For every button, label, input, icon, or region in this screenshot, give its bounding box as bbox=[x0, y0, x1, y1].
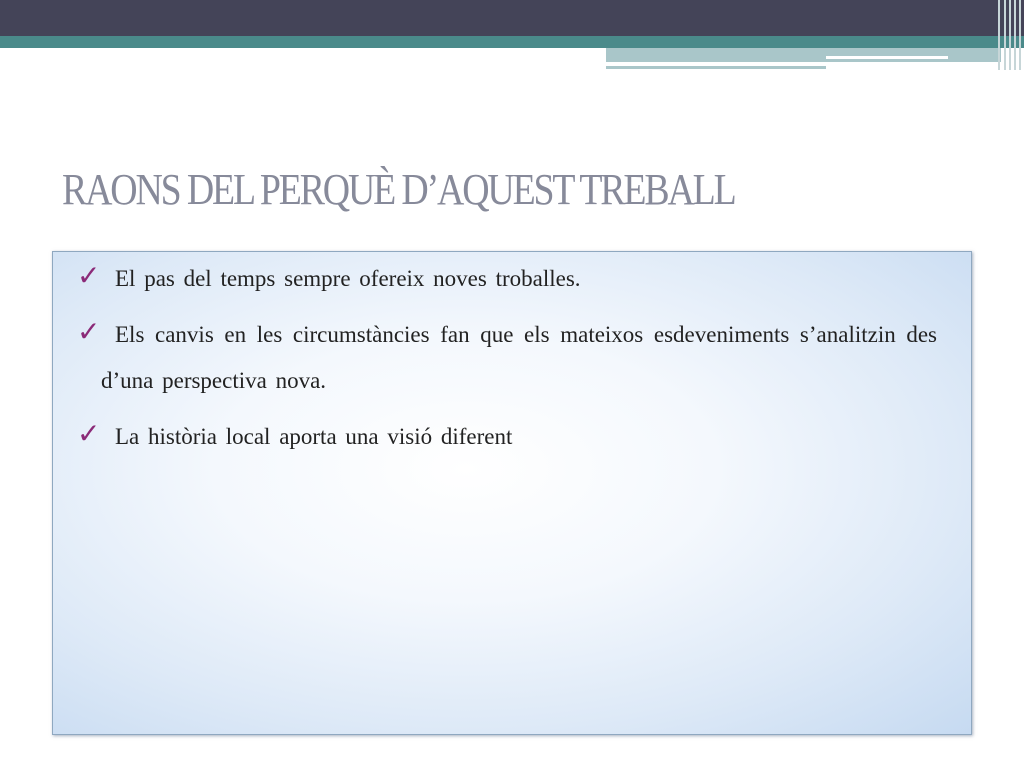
bullet-item bbox=[77, 312, 937, 404]
bullet-text: La història local aporta una visió diferent bbox=[115, 424, 513, 449]
bullet-text: El pas del temps sempre ofereix noves troballes. bbox=[115, 266, 581, 291]
bullet-list bbox=[77, 256, 937, 468]
check-icon: ✓ bbox=[77, 259, 101, 292]
header-thin-line bbox=[606, 66, 826, 69]
header-teal-bar bbox=[0, 36, 1024, 48]
header-dark-bar bbox=[0, 0, 1024, 36]
header-vertical-lines bbox=[994, 0, 1024, 70]
bullet-item bbox=[77, 256, 937, 302]
bullet-text: Els canvis en les circumstàncies fan que els mateixos esdeveniments s’analitzin des d’una perspectiva nova. bbox=[101, 322, 937, 393]
slide-title: RAONS DEL PERQUÈ D’AQUEST TREBALL bbox=[62, 165, 735, 214]
bullet-item bbox=[77, 414, 937, 460]
check-icon: ✓ bbox=[77, 315, 101, 348]
header-light-bar bbox=[606, 48, 1001, 62]
check-icon: ✓ bbox=[77, 417, 101, 450]
header-thin-line bbox=[826, 56, 948, 59]
content-box bbox=[52, 251, 972, 735]
